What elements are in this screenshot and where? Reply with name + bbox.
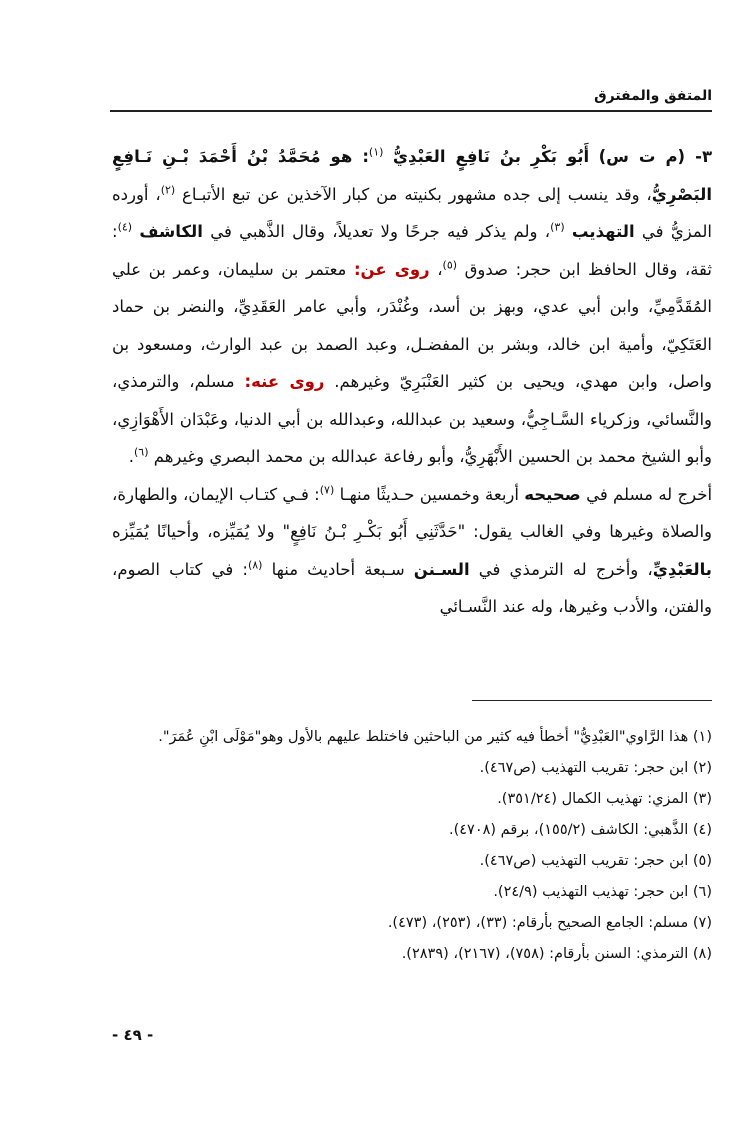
footnote-1: (١) هذا الرَّاوي"العَبْدِيُّ" أخطأ فيه كثير من الباحثين فاختلط عليهم بالأول وهو"مَوْلَى ابْنِ عُمَرَ". — [158, 729, 712, 745]
footnote-6: (٦) ابن حجر: تهذيب التهذيب (٢٤/٩). — [493, 884, 712, 900]
footnote-ref-3: (٣) — [550, 220, 565, 234]
rawa-an-label: روى عن: — [353, 259, 430, 279]
narrator-nisba: البَصْرِيُّ — [651, 184, 712, 204]
footnote-ref-4: (٤) — [117, 220, 133, 234]
footnote-divider — [472, 700, 712, 701]
entry-paragraph: ٣- (م ت س) أَبُو بَكْرِ بنُ نَافِعٍ العَبْدِيُّ $^{(١)}$: هو مُحَمَّدُ بْنُ أَحْمَدَ بْـنِ نَـافِعٍ البَصْرِيُّ، وقد ينسب إلى جده مشهور بكنيته من كبار الآخذين عن تبع الأتبـاع $^{(٢)}$، أورده المزيُّ في التهذيب $^{(٣)}$، ولم يذكر فيه جرحًا ولا تعديلاً، وقال الذَّهبي في الكاشف $^{(٤)}$: ثقة، وقال الحافظ ابن حجر: صدوق $^{(٥)}$، روى عن: معتمر بن سليمان، وعمر بن علي المُقَدَّمِيِّ، وابن أبي عدي، وبهز بن أسد، وغُنْدَر، وأبي عامر العَقَدِيِّ، والنضر بن حماد العَتَكِيّ، وأمية ابن خالد، وبشر بن المفضـل، وعبد الصمد بن عبد الوارث، ومسعود بن واصل، وابن مهدي، ويحيى بن كثير العَنْبَرِيّ وغيرهم. روى عنه: مسلم، والترمذي، والنَّسائي، وزكرياء السَّـاجِيُّ، وسعيد بن عبدالله، وعبدالله بن أبي الدنيا، وعَبْدَان الأَهْوَازِي، وأبو الشيخ محمد بن الحسين الأَبْهَرِيُّ، وأبو رفاعة عبدالله بن محمد البصري وغيرهم $^{(٦)}$. — [112, 145, 713, 466]
book-kashif: الكاشف — [139, 222, 203, 241]
p2-text-b: أربعة وخمسين حـديثًا منهـا — [339, 484, 519, 504]
footnote-3: (٣) المزي: تهذيب الكمال (٣٥١/٢٤). — [497, 791, 712, 807]
footnote-ref-1: (١) — [368, 145, 384, 159]
entry-number: ٣- (م ت س) — [598, 147, 713, 166]
footnote-5: (٥) ابن حجر: تقريب التهذيب (ص٤٦٧). — [479, 853, 712, 869]
entry-text-c: ، ولم يذكر فيه جرحًا ولا تعديلاً، وقال الذَّهبي في — [210, 222, 551, 241]
footnote-4: (٤) الذَّهبي: الكاشف (١٥٥/٢)، برقم (٤٧٠٨). — [448, 822, 712, 838]
teachers-list: معتمر بن سليمان، وعمر بن علي المُقَدَّمِيِّ، وابن أبي عدي، وبهز بن أسد، وغُنْدَر، وأبي عامر العَقَدِيِّ، والنضر بن حماد العَتَكِيّ، وأمية ابن خالد، وبشر بن المفضـل، وعبد الصمد بن عبد الوارث، ومسعود بن واصل، وابن مهدي، ويحيى بن كثير العَنْبَرِيّ وغيرهم. — [112, 259, 713, 391]
running-header-title: المتفق والمفترق — [594, 88, 712, 104]
narrations-paragraph — [112, 476, 712, 626]
entry-text-d: : ثقة، وقال الحافظ ابن حجر: صدوق — [112, 222, 712, 279]
name-expansion: : هو مُحَمَّدُ بْنُ أَحْمَدَ بْـنِ نَـافِعٍ — [112, 147, 369, 166]
footnote-ref-7: (٧) — [319, 483, 335, 496]
footnote-2: (٢) ابن حجر: تقريب التهذيب (ص٤٦٧). — [479, 760, 712, 776]
entry-text-b: ، أورده المزيُّ في — [112, 184, 713, 241]
footnotes — [112, 722, 712, 970]
book-sunan: السـنن — [413, 559, 470, 579]
footnote-ref-6: (٦) — [133, 445, 149, 459]
p2-text-a: أخرج له مسلم في — [586, 484, 713, 504]
footnote-7: (٧) مسلم: الجامع الصحيح بأرقام: (٣٣)، (٢٥٣)، (٤٧٣). — [387, 915, 712, 931]
footnote-8: (٨) الترمذي: السنن بأرقام: (٧٥٨)، (٢١٦٧)، (٢٨٣٩). — [401, 946, 712, 962]
footnote-ref-2: (٢) — [160, 183, 176, 196]
p2-text-f: : في كتاب الصوم، والفتن، والأدب وغيرها، وله عند النَّسـائي — [112, 559, 712, 616]
footnote-ref-8: (٨) — [247, 558, 263, 571]
book-tahdhib: التهذيب — [571, 222, 635, 241]
p2-text-e: سـبعة أحاديث منها — [271, 559, 405, 579]
footnote-ref-5: (٥) — [442, 258, 458, 271]
narrator-name: أَبُو بَكْرِ بنُ نَافِعٍ العَبْدِيُّ — [392, 147, 590, 166]
rawa-anhu-label: روى عنه: — [244, 372, 325, 391]
entry-text-a: ، وقد ينسب إلى جده مشهور بكنيته من كبار الآخذين عن تبع الأتبـاع — [182, 184, 652, 204]
p2-text-c: : فـي كتـاب الإيمان، والطهارة، والصلاة وغيرها وفي الغالب يقول: "حَدَّثَنِي أَبُو بَكْـرِ بْـنُ نَافِعٍ" ولا يُمَيِّزه، وأحيانًا يُمَيِّزه — [112, 484, 712, 541]
header-divider — [110, 110, 712, 112]
p2-text-d: ، وأخرج له الترمذي في — [478, 559, 653, 579]
main-text — [112, 138, 712, 626]
students-list: مسلم، والترمذي، والنَّسائي، وزكرياء السَّـاجِيُّ، وسعيد بن عبدالله، وعبدالله بن أبي الدنيا، وعَبْدَان الأَهْوَازِي، وأبو الشيخ محمد بن الحسين الأَبْهَرِيُّ، وأبو رفاعة عبدالله بن محمد البصري وغيرهم — [112, 372, 712, 466]
page-number: - ٤٩ - — [112, 1026, 154, 1044]
term-bil-abdi: بالعَبْدِيِّ — [652, 559, 713, 579]
book-sahih: صحيحه — [524, 484, 581, 504]
